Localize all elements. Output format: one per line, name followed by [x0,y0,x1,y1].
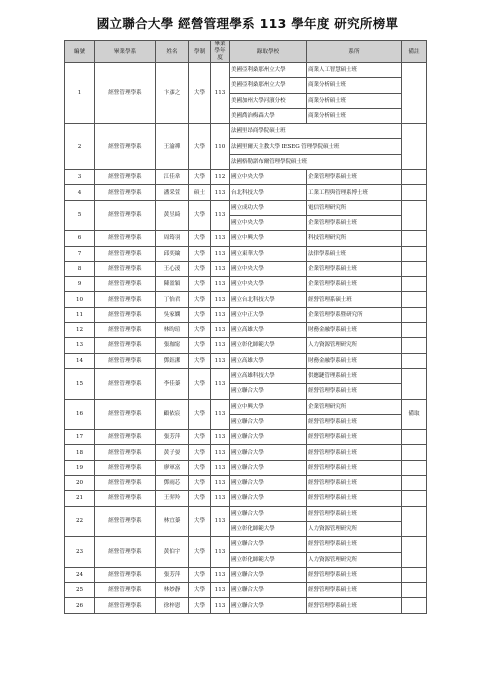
cell-number: 15 [65,368,95,399]
header-name: 姓名 [156,41,189,63]
cell-admitted-school: 台北科技大學 [230,185,307,200]
cell-department: 工業工程與管理系博士班 [307,185,402,200]
cell-note [402,185,427,200]
cell-department: 經營管理學系碩士班 [307,414,402,429]
cell-department: 企業管理學系碩士班 [307,170,402,185]
cell-program: 大學 [189,353,211,368]
cell-program: 大學 [189,231,211,246]
cell-program: 大學 [189,368,211,399]
cell-number: 23 [65,537,95,568]
cell-grad-year: 113 [211,185,230,200]
cell-department: 商業分析碩士班 [307,108,402,123]
cell-program: 大學 [189,246,211,261]
table-row [65,353,427,368]
cell-name: 鄧鈺潔 [156,353,189,368]
table-row [65,63,427,78]
cell-graduated-dept: 經營管理學系 [95,246,156,261]
cell-admitted-school: 美國喬治梅森大學 [230,108,307,123]
cell-department: 經營管理學系碩士班 [307,506,402,521]
cell-department: 經營管理學系碩士班 [307,445,402,460]
cell-note [402,124,427,170]
cell-program: 大學 [189,491,211,506]
cell-department: 經營管理學系碩士班 [307,476,402,491]
cell-admitted-school: 國立聯合大學 [230,445,307,460]
cell-graduated-dept: 經營管理學系 [95,185,156,200]
cell-admitted-school: 國立中興大學 [230,231,307,246]
cell-admitted-school: 國立中央大學 [230,215,307,230]
table-row [65,430,427,445]
table-row [65,124,427,139]
cell-program: 大學 [189,170,211,185]
cell-admitted-school: 國立東華大學 [230,246,307,261]
cell-grad-year: 113 [211,307,230,322]
cell-name: 黃昱綺 [156,200,189,231]
cell-note [402,307,427,322]
cell-graduated-dept: 經營管理學系 [95,307,156,322]
cell-number: 3 [65,170,95,185]
cell-grad-year: 113 [211,277,230,292]
cell-department: 商業分析碩士班 [307,93,402,108]
cell-name: 林昀瑄 [156,323,189,338]
cell-name: 丁怡君 [156,292,189,307]
table-row [65,261,427,276]
cell-department: 人力資源管理研究所 [307,552,402,567]
table-row [65,598,427,613]
cell-admitted-school: 國立高雄大學 [230,353,307,368]
cell-number: 20 [65,476,95,491]
cell-department: 企業管理學系碩士班 [307,261,402,276]
cell-program: 大學 [189,277,211,292]
cell-number: 18 [65,445,95,460]
cell-number: 6 [65,231,95,246]
header-note: 備註 [402,41,427,63]
table-row [65,277,427,292]
cell-graduated-dept: 經營管理學系 [95,292,156,307]
table-row [65,460,427,475]
cell-number: 16 [65,399,95,430]
cell-note [402,368,427,399]
cell-department: 電信管理研究所 [307,200,402,215]
cell-note [402,277,427,292]
cell-grad-year: 113 [211,460,230,475]
table-row [65,537,427,552]
cell-admitted-school: 美國加州大學河濱分校 [230,93,307,108]
cell-name: 李佳蓁 [156,368,189,399]
table-row [65,338,427,353]
cell-graduated-dept: 經營管理學系 [95,63,156,124]
cell-program: 大學 [189,307,211,322]
cell-grad-year: 113 [211,491,230,506]
cell-department: 商業人工智慧碩士班 [307,63,402,78]
cell-grad-year: 112 [211,170,230,185]
cell-admitted-school: 國立成功大學 [230,200,307,215]
cell-grad-year: 113 [211,231,230,246]
cell-name: 張珈甯 [156,338,189,353]
cell-note [402,430,427,445]
cell-graduated-dept: 經營管理學系 [95,567,156,582]
cell-admitted-school: 國立聯合大學 [230,476,307,491]
cell-department: 經營管理系碩士班 [307,292,402,307]
cell-number: 17 [65,430,95,445]
cell-name: 江佳韋 [156,170,189,185]
cell-note [402,338,427,353]
cell-graduated-dept: 經營管理學系 [95,506,156,537]
table-row [65,445,427,460]
cell-admitted-school: 國立聯合大學 [230,460,307,475]
cell-name: 鄧雨芯 [156,476,189,491]
cell-grad-year: 113 [211,430,230,445]
cell-note [402,567,427,582]
cell-name: 陳盈穎 [156,277,189,292]
header-graduated-dept: 畢業學系 [95,41,156,63]
cell-grad-year: 113 [211,353,230,368]
cell-note [402,261,427,276]
cell-number: 26 [65,598,95,613]
cell-name: 王心湲 [156,261,189,276]
cell-grad-year: 113 [211,246,230,261]
cell-program: 大學 [189,445,211,460]
header-row [65,41,427,63]
cell-grad-year: 113 [211,200,230,231]
cell-program: 大學 [189,292,211,307]
cell-program: 碩士 [189,185,211,200]
header-no: 編號 [65,41,95,63]
cell-name: 黃伯宇 [156,537,189,568]
cell-department: 經營管理學系碩士班 [307,491,402,506]
cell-graduated-dept: 經營管理學系 [95,261,156,276]
cell-graduated-dept: 經營管理學系 [95,170,156,185]
cell-admitted-school: 國立聯合大學 [230,598,307,613]
cell-note: 備取 [402,399,427,430]
header-department: 系所 [307,41,402,63]
cell-graduated-dept: 經營管理學系 [95,399,156,430]
cell-number: 5 [65,200,95,231]
cell-graduated-dept: 經營管理學系 [95,368,156,399]
cell-program: 大學 [189,598,211,613]
cell-department: 法律學系碩士班 [307,246,402,261]
cell-department: 經營管理學系碩士班 [307,430,402,445]
table-row [65,185,427,200]
cell-graduated-dept: 經營管理學系 [95,491,156,506]
table-row [65,246,427,261]
cell-program: 大學 [189,323,211,338]
cell-number: 10 [65,292,95,307]
cell-department: 財務金融學系碩士班 [307,323,402,338]
cell-name: 卞彥之 [156,63,189,124]
cell-graduated-dept: 經營管理學系 [95,231,156,246]
cell-note [402,537,427,568]
cell-name: 廖軍富 [156,460,189,475]
cell-name: 張芳萍 [156,567,189,582]
cell-graduated-dept: 經營管理學系 [95,323,156,338]
cell-admitted-school: 法國格勒諾布爾管理學院碩士班 [230,154,402,169]
cell-admitted-school: 國立台北科技大學 [230,292,307,307]
cell-name: 黃子晏 [156,445,189,460]
cell-number: 2 [65,124,95,170]
cell-graduated-dept: 經營管理學系 [95,353,156,368]
table-row [65,491,427,506]
cell-department: 經營管理學系碩士班 [307,598,402,613]
cell-program: 大學 [189,537,211,568]
cell-note [402,246,427,261]
cell-number: 21 [65,491,95,506]
cell-graduated-dept: 經營管理學系 [95,460,156,475]
header-admitted-school: 錄取學校 [230,41,307,63]
cell-number: 7 [65,246,95,261]
cell-admitted-school: 美國亞利桑那州立大學 [230,78,307,93]
cell-department: 人力資源管理研究所 [307,521,402,536]
cell-grad-year: 113 [211,567,230,582]
cell-program: 大學 [189,124,211,170]
table-row [65,399,427,414]
table-row [65,231,427,246]
table-row [65,476,427,491]
cell-grad-year: 113 [211,338,230,353]
cell-grad-year: 113 [211,261,230,276]
cell-graduated-dept: 經營管理學系 [95,338,156,353]
cell-department: 企業管理學系碩士班 [307,215,402,230]
cell-grad-year: 113 [211,368,230,399]
cell-name: 顧依宸 [156,399,189,430]
cell-program: 大學 [189,399,211,430]
cell-admitted-school: 國立中央大學 [230,277,307,292]
cell-admitted-school: 法國里爾天主教大學 IESEG 管理學院碩士班 [230,139,402,154]
cell-name: 林宜蓁 [156,506,189,537]
cell-department: 人力資源管理研究所 [307,338,402,353]
cell-admitted-school: 國立聯合大學 [230,430,307,445]
cell-note [402,170,427,185]
cell-number: 11 [65,307,95,322]
cell-name: 周筠羽 [156,231,189,246]
header-program: 學制 [189,41,211,63]
cell-graduated-dept: 經營管理學系 [95,476,156,491]
cell-name: 王渝禪 [156,124,189,170]
cell-admitted-school: 國立彰化師範大學 [230,521,307,536]
cell-department: 企業管理學系暨研究所 [307,307,402,322]
cell-admitted-school: 國立聯合大學 [230,384,307,399]
cell-graduated-dept: 經營管理學系 [95,583,156,598]
table-row [65,567,427,582]
cell-note [402,506,427,537]
cell-note [402,583,427,598]
cell-admitted-school: 美國亞利桑那州立大學 [230,63,307,78]
cell-note [402,598,427,613]
cell-department: 經營管理學系碩士班 [307,384,402,399]
cell-number: 14 [65,353,95,368]
cell-department: 企業管理研究所 [307,399,402,414]
cell-department: 經營管理學系碩士班 [307,537,402,552]
cell-number: 13 [65,338,95,353]
cell-name: 徐梓恩 [156,598,189,613]
cell-program: 大學 [189,338,211,353]
cell-note [402,460,427,475]
cell-program: 大學 [189,430,211,445]
cell-name: 林妙靜 [156,583,189,598]
cell-number: 9 [65,277,95,292]
table-row [65,200,427,215]
cell-grad-year: 113 [211,583,230,598]
cell-admitted-school: 國立中央大學 [230,170,307,185]
table-row [65,506,427,521]
cell-admitted-school: 國立聯合大學 [230,583,307,598]
cell-note [402,353,427,368]
cell-admitted-school: 法國里昂商學院碩士班 [230,124,402,139]
cell-admitted-school: 國立中正大學 [230,307,307,322]
cell-number: 24 [65,567,95,582]
table-row [65,583,427,598]
admission-table [64,40,427,614]
cell-grad-year: 113 [211,476,230,491]
cell-graduated-dept: 經營管理學系 [95,277,156,292]
cell-note [402,323,427,338]
cell-admitted-school: 國立聯合大學 [230,537,307,552]
cell-note [402,445,427,460]
cell-program: 大學 [189,261,211,276]
cell-name: 王羿羚 [156,491,189,506]
cell-program: 大學 [189,506,211,537]
cell-name: 潘采萱 [156,185,189,200]
cell-admitted-school: 國立彰化師範大學 [230,338,307,353]
cell-graduated-dept: 經營管理學系 [95,537,156,568]
cell-grad-year: 113 [211,445,230,460]
table-row [65,368,427,383]
cell-name: 張芳萍 [156,430,189,445]
table-body [65,63,427,614]
cell-program: 大學 [189,583,211,598]
table-header [65,41,427,63]
cell-note [402,200,427,231]
cell-number: 12 [65,323,95,338]
cell-admitted-school: 國立高雄科技大學 [230,368,307,383]
cell-graduated-dept: 經營管理學系 [95,445,156,460]
cell-grad-year: 113 [211,323,230,338]
cell-note [402,491,427,506]
cell-graduated-dept: 經營管理學系 [95,430,156,445]
cell-grad-year: 113 [211,292,230,307]
cell-grad-year: 110 [211,124,230,170]
cell-department: 供應鏈管理系碩士班 [307,368,402,383]
cell-admitted-school: 國立彰化師範大學 [230,552,307,567]
cell-program: 大學 [189,476,211,491]
cell-department: 商業分析碩士班 [307,78,402,93]
cell-note [402,476,427,491]
header-grad-year: 畢業學年度 [211,41,230,63]
cell-grad-year: 113 [211,399,230,430]
cell-grad-year: 113 [211,537,230,568]
cell-number: 25 [65,583,95,598]
cell-note [402,292,427,307]
cell-department: 經營管理學系碩士班 [307,583,402,598]
cell-note [402,63,427,124]
cell-department: 財務金融學系碩士班 [307,353,402,368]
cell-grad-year: 113 [211,598,230,613]
cell-department: 科技管理研究所 [307,231,402,246]
cell-graduated-dept: 經營管理學系 [95,124,156,170]
cell-admitted-school: 國立中央大學 [230,261,307,276]
cell-graduated-dept: 經營管理學系 [95,598,156,613]
cell-number: 4 [65,185,95,200]
cell-graduated-dept: 經營管理學系 [95,200,156,231]
cell-program: 大學 [189,63,211,124]
page-title: 國立聯合大學 經營管理學系 113 學年度 研究所榜單 [96,16,399,31]
cell-note [402,231,427,246]
table-row [65,292,427,307]
cell-number: 22 [65,506,95,537]
cell-number: 8 [65,261,95,276]
cell-grad-year: 113 [211,63,230,124]
cell-number: 19 [65,460,95,475]
cell-program: 大學 [189,200,211,231]
cell-admitted-school: 國立聯合大學 [230,414,307,429]
cell-admitted-school: 國立聯合大學 [230,567,307,582]
cell-admitted-school: 國立聯合大學 [230,506,307,521]
cell-department: 企業管理學系碩士班 [307,277,402,292]
cell-name: 吳家嫻 [156,307,189,322]
table-row [65,307,427,322]
cell-program: 大學 [189,460,211,475]
cell-name: 邱奕綸 [156,246,189,261]
cell-department: 經營管理學系碩士班 [307,460,402,475]
table-row [65,323,427,338]
cell-number: 1 [65,63,95,124]
cell-department: 經營管理學系碩士班 [307,567,402,582]
cell-program: 大學 [189,567,211,582]
cell-admitted-school: 國立高雄大學 [230,323,307,338]
cell-grad-year: 113 [211,506,230,537]
cell-admitted-school: 國立聯合大學 [230,491,307,506]
table-row [65,170,427,185]
cell-admitted-school: 國立中興大學 [230,399,307,414]
